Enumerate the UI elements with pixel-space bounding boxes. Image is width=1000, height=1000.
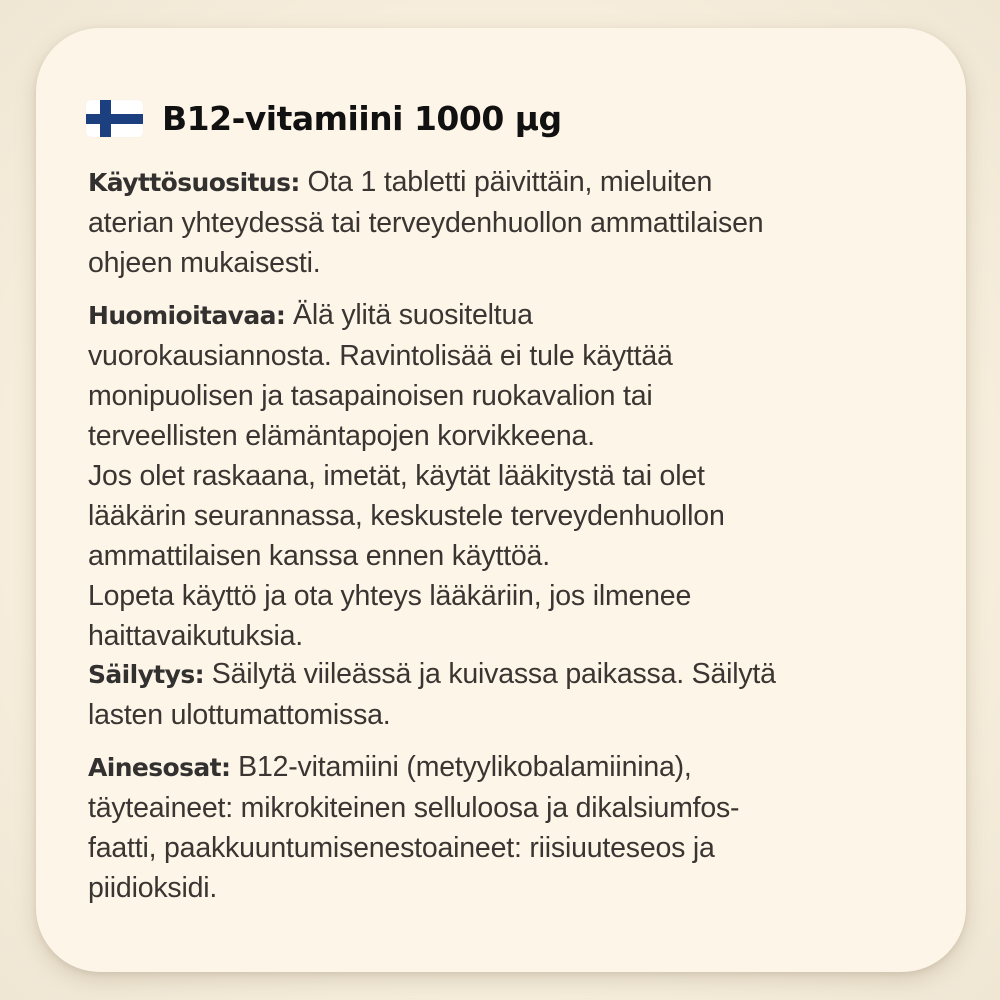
usage-label: Käyttösuositus:	[88, 168, 300, 197]
notes-line-7: ammattilaisen kanssa ennen käyttöä.	[88, 540, 550, 572]
usage-line-1	[88, 162, 763, 203]
notes-section	[88, 295, 725, 656]
notes-line-9: haittavaikutuksia.	[88, 620, 304, 652]
product-title: B12-vitamiini 1000 µg	[162, 98, 562, 138]
notes-line-6: lääkärin seurannassa, keskustele terveydenhuollon	[88, 500, 725, 532]
storage-line-1	[88, 654, 776, 695]
storage-label: Säilytys:	[88, 660, 205, 689]
flag-cross-horizontal	[86, 114, 143, 124]
notes-text: Älä ylitä suositeltua	[285, 299, 533, 331]
notes-line-8: Lopeta käyttö ja ota yhteys lääkäriin, jos ilmenee	[88, 580, 692, 612]
flag-cross-vertical	[100, 100, 111, 137]
notes-line-3: monipuolisen ja tasapainoisen ruokavalion tai	[88, 380, 653, 412]
ingredients-line-2: täyteaineet: mikrokiteinen selluloosa ja dikalsiumfos-	[88, 792, 740, 824]
usage-line-2: aterian yhteydessä tai terveydenhuollon ammattilaisen	[88, 207, 764, 239]
ingredients-line-1	[88, 747, 739, 788]
storage-text: Säilytä viileässä ja kuivassa paikassa. Säilytä	[204, 658, 776, 690]
notes-line-5: Jos olet raskaana, imetät, käytät lääkitystä tai olet	[88, 460, 705, 492]
ingredients-label: Ainesosat:	[88, 753, 231, 782]
notes-line-2: vuorokausiannosta. Ravintolisää ei tule käyttää	[88, 340, 673, 372]
ingredients-section	[88, 747, 739, 908]
ingredients-text: B12-vitamiini (metyylikobalamiinina),	[230, 751, 692, 783]
title-row	[86, 93, 562, 143]
ingredients-line-4: piidioksidi.	[88, 872, 218, 904]
usage-text: Ota 1 tabletti päivittäin, mieluiten	[299, 166, 713, 198]
usage-section	[88, 162, 763, 283]
notes-line-1	[88, 295, 725, 336]
notes-label: Huomioitavaa:	[88, 301, 286, 330]
storage-line-2: lasten ulottumattomissa.	[88, 699, 391, 731]
usage-line-3: ohjeen mukaisesti.	[88, 247, 321, 279]
storage-section	[88, 654, 776, 735]
notes-line-4: terveellisten elämäntapojen korvikkeena.	[88, 420, 595, 452]
ingredients-line-3: faatti, paakkuuntumisenestoaineet: riisiuuteseos ja	[88, 832, 715, 864]
finland-flag-icon	[86, 100, 143, 137]
